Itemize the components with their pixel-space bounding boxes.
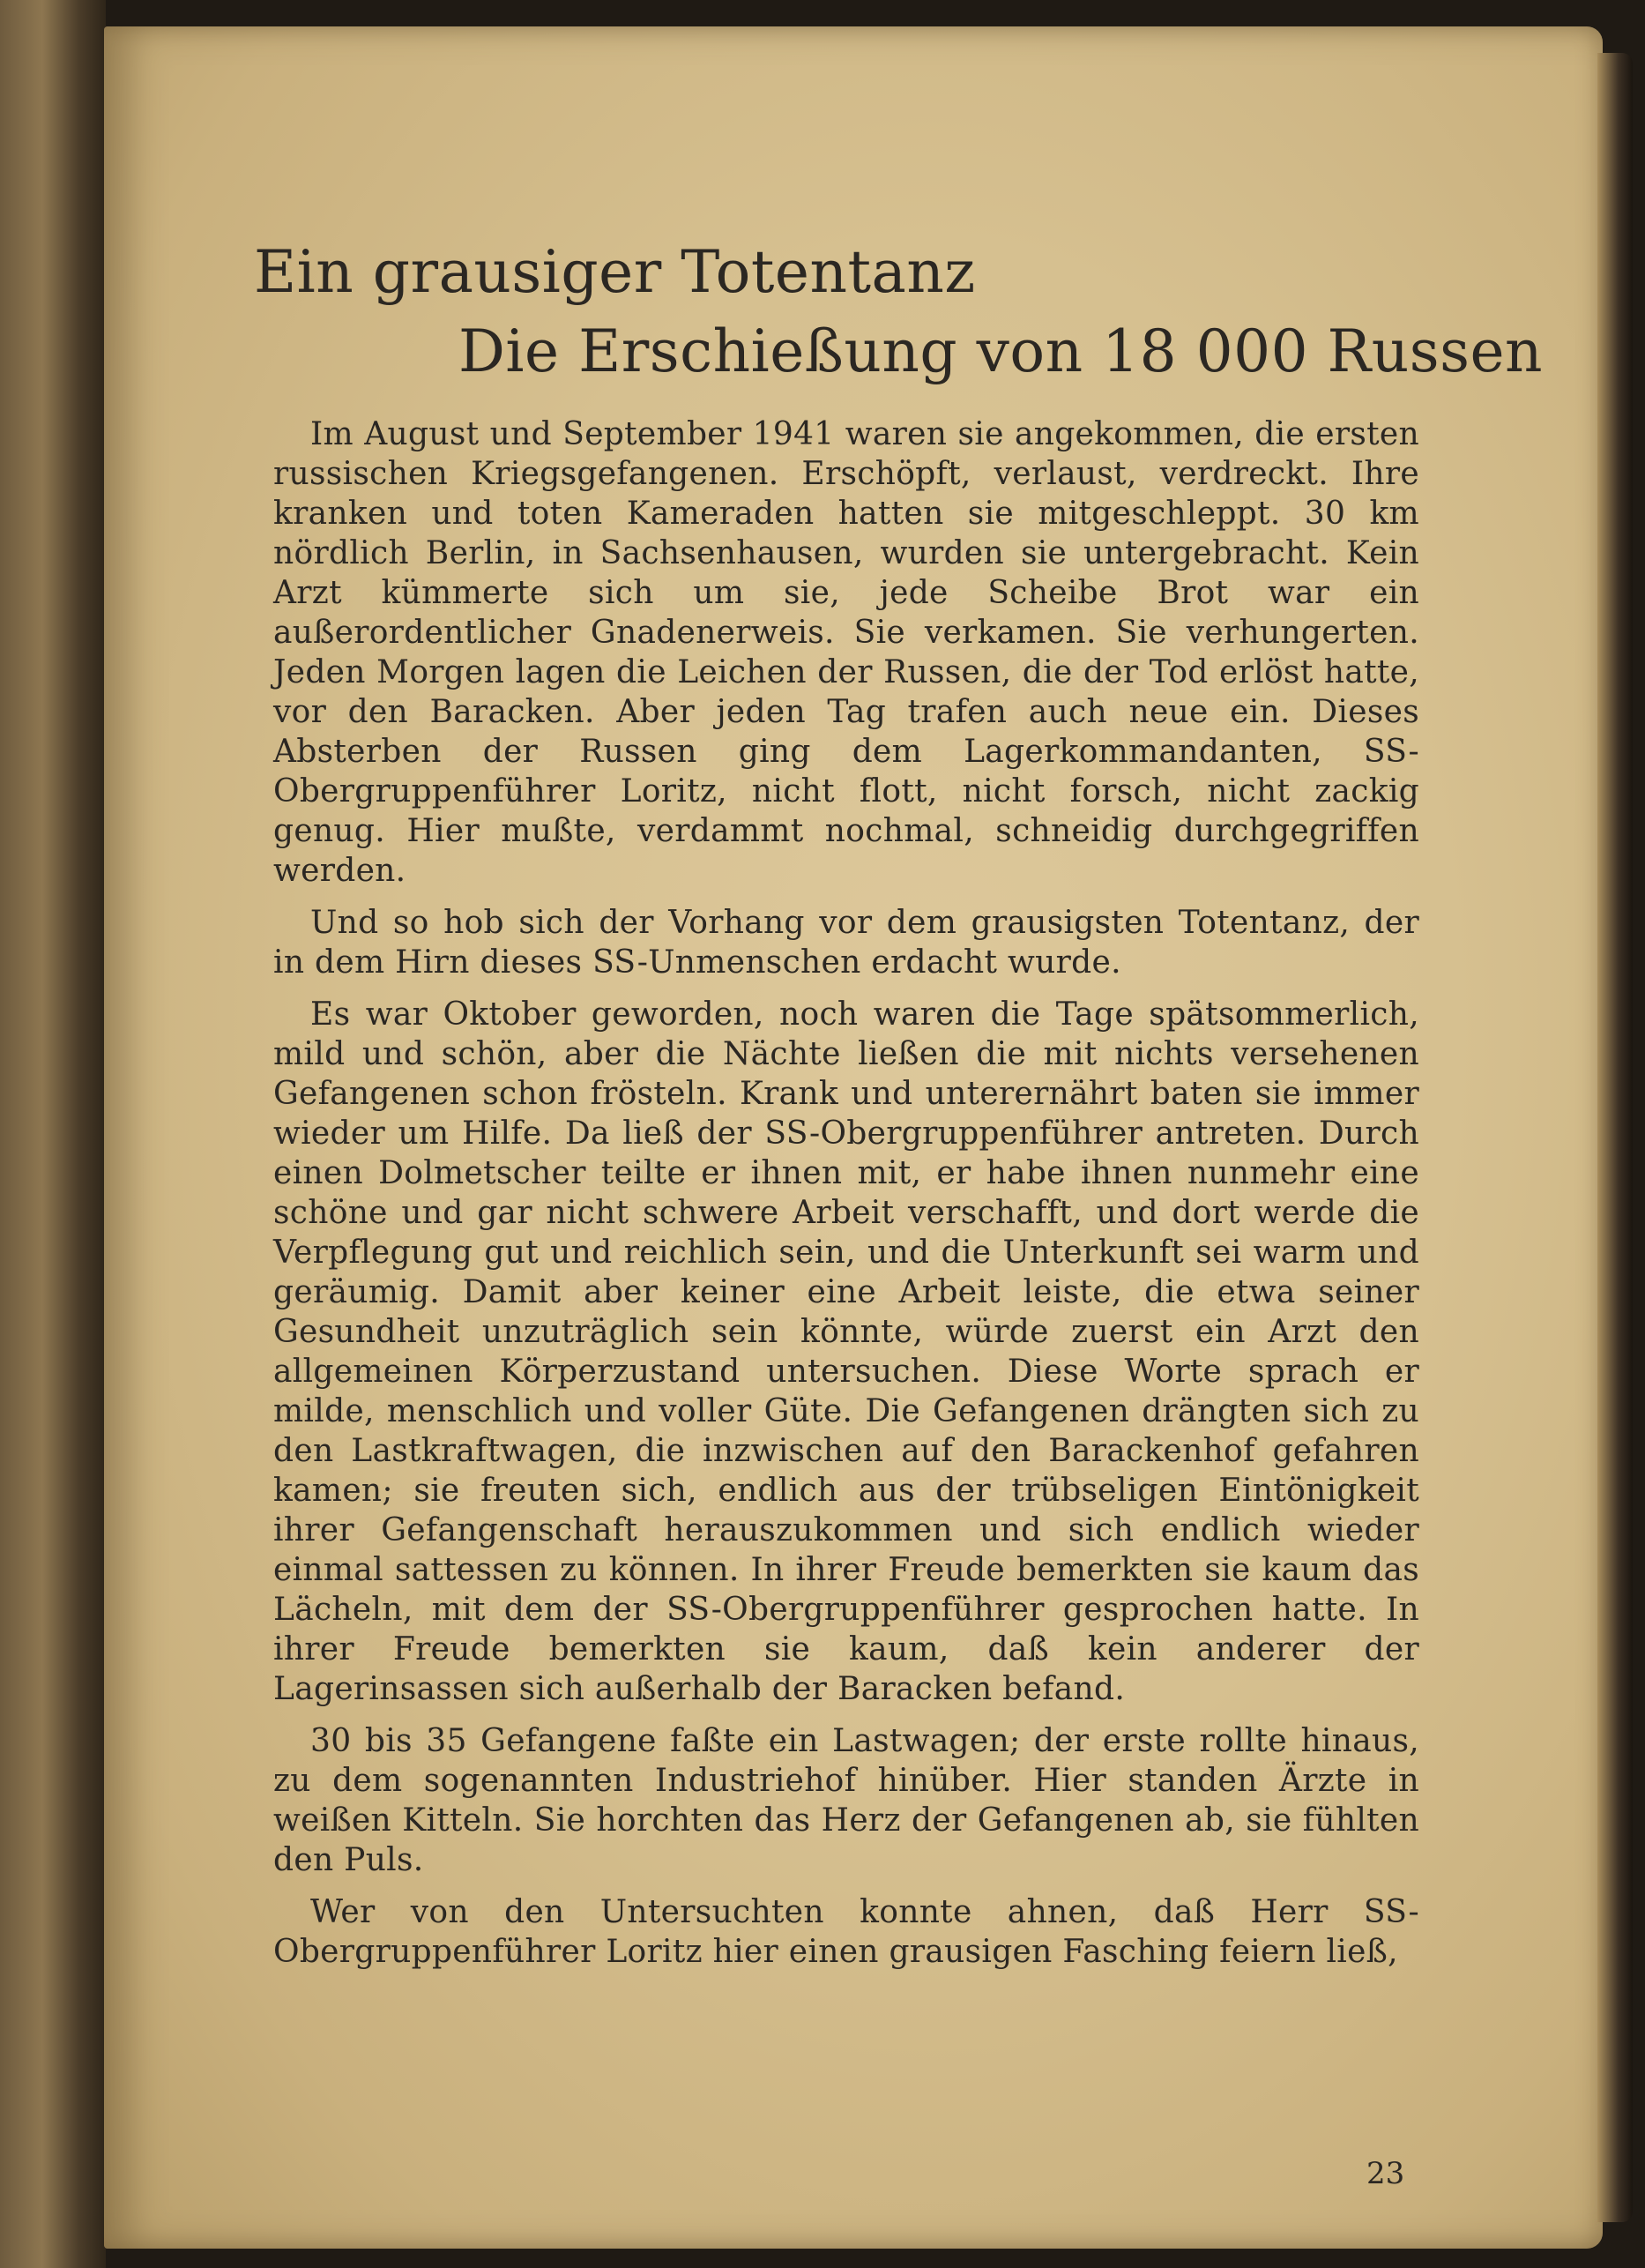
body-text (273, 414, 1419, 1984)
page-number: 23 (1366, 2156, 1405, 2191)
paragraph: 30 bis 35 Gefangene faßte ein Lastwagen; der erste rollte hinaus, zu dem sogenannten Industriehof hinüber. Hier standen Ärzte in weißen Kitteln. Sie horchten das Herz der Gefangenen ab, sie fühlten den Puls. (273, 1723, 1419, 1878)
paragraph: Im August und September 1941 waren sie angekommen, die ersten russischen Kriegsgefangenen. Erschöpft, verlaust, verdreckt. Ihre kranken und toten Kameraden hatten sie mitgeschleppt. 30 km nördlich Berlin, in Sachsenhausen, wurden sie untergebracht. Kein Arzt kümmerte sich um sie, jede Scheibe Brot war ein außerordentlicher Gnadenerweis. Sie verkamen. Sie verhungerten. Jeden Morgen lagen die Leichen der Russen, die der Tod erlöst hatte, vor den Baracken. Aber jeden Tag trafen auch neue ein. Dieses Absterben der Russen ging dem Lagerkommandanten, SS-Obergruppenführer Loritz, nicht flott, nicht forsch, nicht zackig genug. Hier mußte, verdammt nochmal, schneidig durchgegriffen werden. (273, 416, 1419, 889)
chapter-subtitle: Die Erschießung von 18 000 Russen (458, 317, 1544, 385)
paragraph: Es war Oktober geworden, noch waren die Tage spätsommerlich, mild und schön, aber die Nächte ließen die mit nichts versehenen Gefangenen schon frösteln. Krank und unterernährt baten sie immer wieder um Hilfe. Da ließ der SS-Obergruppenführer antreten. Durch einen Dolmetscher teilte er ihnen mit, er habe ihnen nunmehr eine schöne und gar nicht schwere Arbeit verschafft, und dort werde die Verpflegung gut und reichlich sein, und die Unterkunft sei warm und geräumig. Damit aber keiner eine Arbeit leiste, die etwa seiner Gesundheit unzuträglich sein könnte, würde zuerst ein Arzt den allgemeinen Körperzustand untersuchen. Diese Worte sprach er milde, menschlich und voller Güte. Die Gefangenen drängten sich zu den Lastkraftwagen, die inzwischen auf den Barackenhof gefahren kamen; sie freuten sich, endlich aus der trübseligen Eintönigkeit ihrer Gefangenschaft herauszukommen und sich endlich wieder einmal sattessen zu können. In ihrer Freude bemerkten sie kaum das Lächeln, mit dem der SS-Obergruppenführer gesprochen hatte. In ihrer Freude bemerkten sie kaum, daß kein anderer der Lagerinsassen sich außerhalb der Baracken befand. (273, 996, 1419, 1707)
paragraph: Und so hob sich der Vorhang vor dem grausigsten Totentanz, der in dem Hirn dieses SS-Unmenschen erdacht wurde. (273, 905, 1419, 981)
book-spine (0, 0, 106, 2268)
page-edge (1597, 53, 1633, 2222)
chapter-title: Ein grausiger Totentanz (254, 238, 976, 306)
paragraph: Wer von den Untersuchten konnte ahnen, daß Herr SS-Obergruppenführer Loritz hier einen grausigen Fasching feiern ließ, (273, 1894, 1419, 1970)
